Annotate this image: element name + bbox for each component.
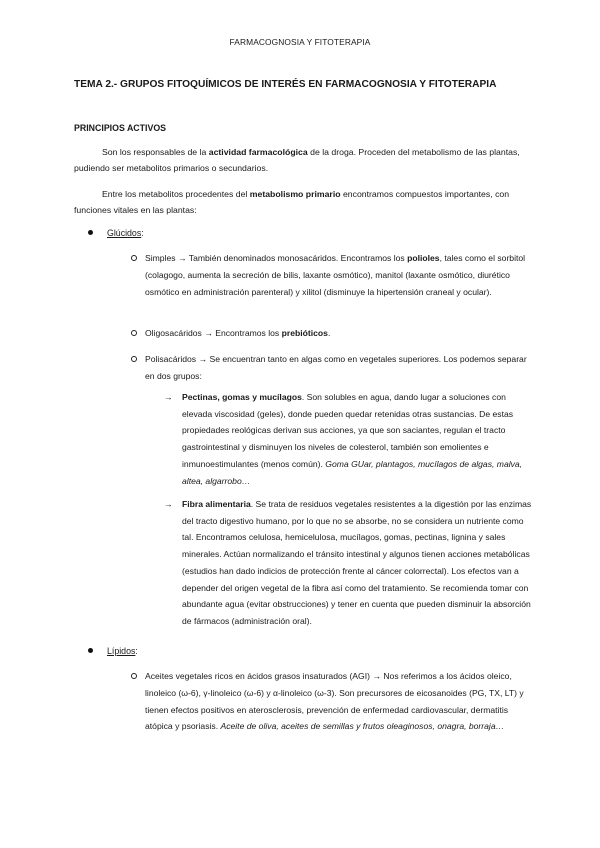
paragraph-intro — [74, 144, 534, 177]
bullet-dot-icon — [88, 230, 93, 235]
text-run: Oligosacáridos → Encontramos los — [145, 328, 282, 338]
text-bold: Fibra alimentaria — [182, 499, 251, 509]
bullet-glucidos — [88, 228, 144, 238]
text-bold: metabolismo primario — [249, 189, 341, 199]
bullet-lipidos — [88, 646, 138, 656]
arrow-item-text — [182, 389, 536, 489]
bullet-colon: : — [141, 228, 144, 238]
arrow-right-icon: → — [164, 499, 173, 509]
list-item-text — [145, 250, 531, 300]
text-run: Son los responsables de la — [102, 147, 209, 157]
text-italic: Aceite de oliva, aceites de semillas y frutos oleaginosos, onagra, borraja… — [220, 721, 505, 732]
arrow-item-pectinas — [164, 389, 536, 489]
list-item-polisacaridos — [131, 351, 531, 385]
bullet-label: Glúcidos — [107, 228, 142, 238]
list-item-text — [145, 668, 531, 735]
arrow-item-text — [182, 496, 536, 630]
running-header: FARMACOGNOSIA Y FITOTERAPIA — [229, 37, 371, 47]
paragraph-metabolismo — [74, 186, 534, 219]
text-run: de la droga. Proceden del metabolismo de las plantas, pudiendo ser metabolitos primarios o secundarios. — [74, 147, 520, 174]
text-run: . Se trata de residuos vegetales resistentes a la digestión por las enzimas del tracto digestivo humano, por lo que no se absorbe, no se considera un nutriente como tal. Encontramos celulosa, hemicelulosa, mucílagos, gomas, pectinas, lignina y sales minerales. Actúan normalizando el tránsito intestinal y algunos tienen acciones metabólicas (estudios han dado indicios de protección frente al cáncer colorrectal). Los efectos van a depender del origen vegetal de la fibra así como del tratamiento. Se recomienda tomar con abundante agua (evitar obstrucciones) y tener en cuenta que pueden disminuir la absorción de fármacos (administración oral). — [182, 499, 532, 626]
circle-bullet-icon — [131, 673, 137, 679]
text-run: . Son solubles en agua, dando lugar a soluciones con elevada viscosidad (geles), donde pueden quedar retenidas otras sustancias. De estas propiedades reológicas derivan sus acciones, ya que son saciantes, regulan el tracto gastrointestinal y disminuyen los niveles de colesterol, también son emolientes e inmunoestimulantes (menos común). — [182, 392, 514, 469]
bullet-colon: : — [135, 646, 138, 656]
text-run: Aceites vegetales ricos en ácidos grasos insaturados (AGI) → Nos referimos a los ácidos oleico, linoleico (ω-6), γ-linoleico (ω-6) y α-linoleico (ω-3). Son precursores de eicosanoides (PG, TX, LT) y tienen efectos positivos en aterosclerosis, prevención de enfermedad cardiovascular, dermatitis atópica y psoriasis. — [145, 671, 524, 732]
circle-bullet-icon — [131, 255, 137, 261]
text-run: Simples → También denominados monosacáridos. Encontramos los — [145, 253, 408, 263]
text-run: , tales como el sorbitol (colagogo, aumenta la secreción de bilis, laxante osmótico), manitol (laxante osmótico, diurético osmótico en administración parenteral) y xilitol (disminuye la hipertensión craneal y ocular). — [145, 253, 526, 297]
section-heading: PRINCIPIOS ACTIVOS — [74, 123, 167, 133]
list-item-text — [145, 325, 531, 342]
circle-bullet-icon — [131, 330, 137, 336]
arrow-item-fibra — [164, 496, 536, 630]
text-bold: Pectinas, gomas y mucílagos — [182, 392, 302, 402]
list-item-aceites — [131, 668, 531, 735]
list-item-oligosacaridos — [131, 325, 531, 342]
arrow-right-icon: → — [164, 392, 173, 402]
bullet-dot-icon — [88, 648, 93, 653]
text-bold: actividad farmacológica — [208, 147, 308, 157]
text-bold: polioles — [407, 253, 440, 263]
text-run: encontramos compuestos importantes, con funciones vitales en las plantas: — [74, 189, 510, 216]
bullet-label: Lípidos — [107, 646, 136, 656]
text-bold: prebióticos — [281, 328, 328, 338]
list-item-text: Polisacáridos → Se encuentran tanto en algas como en vegetales superiores. Los podemos separar en dos grupos: — [145, 354, 527, 381]
text-run: . — [327, 328, 331, 338]
page-title: TEMA 2.- GRUPOS FITOQUÍMICOS DE INTERÉS EN FARMACOGNOSIA Y FITOTERAPIA — [74, 79, 497, 90]
circle-bullet-icon — [131, 356, 137, 362]
list-item-simples — [131, 250, 531, 300]
text-run: Entre los metabolitos procedentes del — [102, 189, 250, 199]
text-italic: Goma GUar, plantagos, mucílagos de algas, malva, altea, algarrobo… — [182, 458, 523, 486]
